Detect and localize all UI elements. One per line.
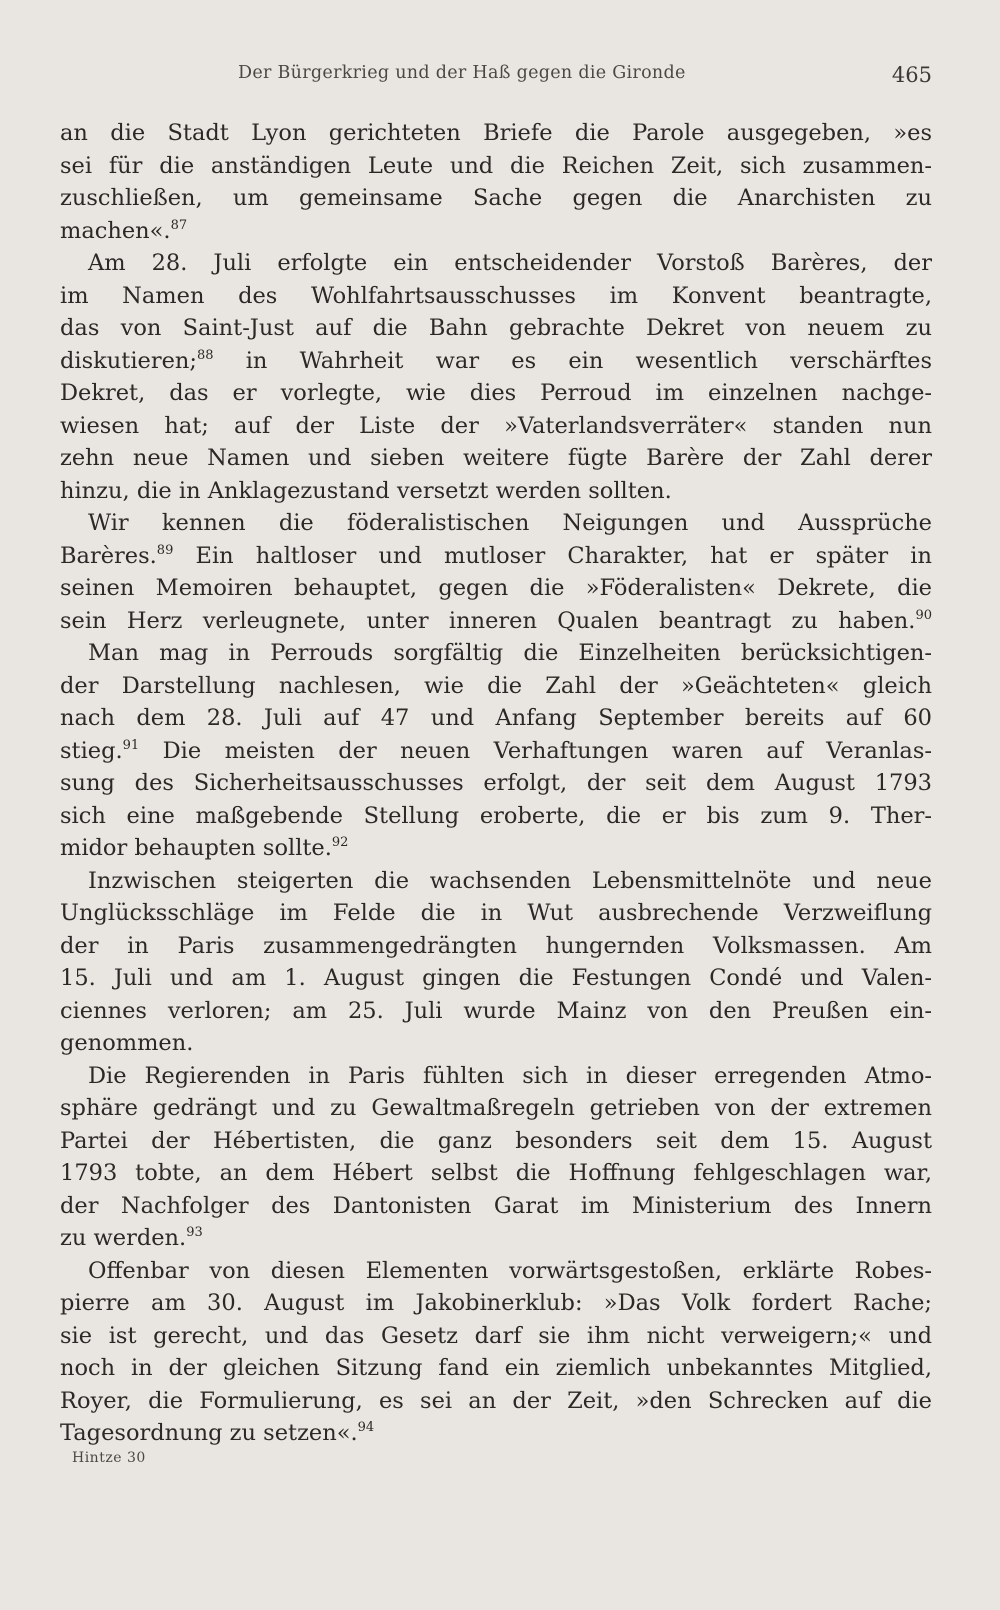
footnote-marker: 92: [331, 835, 349, 850]
line-text: zuschließen, um gemeinsame Sache gegen die Anarchisten zu: [60, 185, 932, 211]
text-line: [60, 312, 932, 345]
line-text: an die Stadt Lyon gerichteten Briefe die Parole ausgegeben, »es: [60, 120, 932, 146]
footnote-marker: 90: [915, 607, 932, 623]
text-line: [60, 1092, 932, 1125]
text-line: [60, 117, 932, 150]
text-line: [60, 1222, 932, 1255]
text-line: [60, 1385, 932, 1418]
line-text: Am 28. Juli erfolgte ein entscheidender Vorstoß Barères, der: [88, 250, 932, 276]
line-text: Royer, die Formulierung, es sei an der Zeit, »den Schrecken auf die: [60, 1387, 932, 1414]
text-line: [60, 702, 932, 735]
footnote-marker: 87: [170, 217, 188, 233]
line-text: der Darstellung nachlesen, wie die Zahl der »Geächteten« gleich: [60, 672, 932, 699]
text-line: [60, 1287, 932, 1320]
text-line: [60, 1190, 932, 1223]
page-number: 465: [891, 63, 932, 87]
line-text: Die meisten der neuen Verhaftungen waren auf Veranlas-: [139, 737, 932, 764]
text-line: [60, 865, 932, 898]
line-text: Dekret, das er vorlegte, wie dies Perroud im einzelnen nachge-: [60, 380, 932, 406]
text-line: [60, 247, 932, 280]
line-text: Barères.: [60, 542, 157, 569]
line-text: Man mag in Perrouds sorgfältig die Einzelheiten berücksichtigen-: [88, 640, 932, 666]
line-text: Inzwischen steigerten die wachsenden Lebensmittelnöte und neue: [88, 867, 932, 894]
line-text: stieg.: [60, 737, 123, 764]
text-line: [60, 995, 932, 1028]
line-text: Wir kennen die föderalistischen Neigungen und Aussprüche: [88, 510, 932, 536]
line-text: der in Paris zusammengedrängten hungernden Volksmassen. Am: [60, 932, 932, 959]
text-line: [60, 637, 932, 670]
text-line: [60, 540, 932, 573]
text-line: [60, 735, 932, 768]
line-text: sich eine maßgebende Stellung eroberte, die er bis zum 9. Ther-: [60, 802, 932, 829]
line-text: sie ist gerecht, und das Gesetz darf sie ihm nicht verweigern;« und: [60, 1322, 932, 1349]
line-text: hinzu, die in Anklagezustand versetzt werden sollten.: [60, 477, 672, 504]
text-line: [60, 507, 932, 540]
text-line: [60, 1125, 932, 1158]
text-line: [60, 832, 932, 865]
text-line: [60, 670, 932, 703]
text-line: [60, 215, 932, 248]
line-text: sung des Sicherheitsausschusses erfolgt, der seit dem August 1793: [60, 770, 932, 796]
line-text: sphäre gedrängt und zu Gewaltmaßregeln getrieben von der extremen: [60, 1095, 932, 1121]
line-text: sei für die anständigen Leute und die Reichen Zeit, sich zusammen-: [60, 152, 932, 179]
body-text: [60, 117, 932, 1450]
line-text: 15. Juli und am 1. August gingen die Festungen Condé und Valen-: [60, 965, 932, 991]
line-text: ciennes verloren; am 25. Juli wurde Mainz von den Preußen ein-: [60, 997, 932, 1024]
text-line: [60, 1352, 932, 1385]
line-text: zehn neue Namen und sieben weitere fügte Barère der Zahl derer: [60, 445, 932, 471]
line-text: Offenbar von diesen Elementen vorwärtsgestoßen, erklärte Robes-: [88, 1257, 932, 1284]
line-text: im Namen des Wohlfahrtsausschusses im Konvent beantragte,: [60, 282, 932, 309]
text-line: [60, 442, 932, 475]
text-line: [60, 572, 932, 605]
text-line: [60, 767, 932, 800]
line-text: midor behaupten sollte.: [60, 835, 332, 861]
running-head: [60, 60, 932, 90]
text-line: [60, 182, 932, 215]
text-line: [60, 1320, 932, 1353]
text-line: [60, 150, 932, 183]
line-text: in Wahrheit war es ein wesentlich verschärftes: [213, 347, 932, 374]
text-line: [60, 962, 932, 995]
text-line: [60, 800, 932, 833]
line-text: seinen Memoiren behauptet, gegen die »Föderalisten« Dekrete, die: [60, 575, 932, 601]
footnote-marker: 91: [122, 737, 140, 753]
line-text: noch in der gleichen Sitzung fand ein ziemlich unbekanntes Mitglied,: [60, 1355, 932, 1381]
line-text: Tagesordnung zu setzen«.: [60, 1420, 358, 1446]
text-line: [60, 410, 932, 443]
line-text: der Nachfolger des Dantonisten Garat im Ministerium des Innern: [60, 1192, 932, 1219]
footnote-marker: 93: [186, 1225, 203, 1240]
text-line: [60, 377, 932, 410]
footnote-marker: 88: [196, 347, 214, 363]
text-line: [60, 930, 932, 963]
line-text: Ein haltloser und mutloser Charakter, hat er später in: [173, 542, 932, 569]
text-line: [60, 605, 932, 638]
footnote-marker: 89: [156, 542, 174, 558]
text-line: [60, 280, 932, 313]
line-text: Partei der Hébertisten, die ganz besonders seit dem 15. August: [60, 1127, 932, 1154]
printer-signature: Hintze 30: [72, 1450, 146, 1466]
line-text: genommen.: [60, 1030, 194, 1056]
text-line: [60, 1060, 932, 1093]
text-line: [60, 1417, 932, 1450]
text-line: [60, 897, 932, 930]
line-text: Unglücksschläge im Felde die in Wut ausbrechende Verzweiflung: [60, 900, 932, 926]
text-line: [60, 1157, 932, 1190]
line-text: nach dem 28. Juli auf 47 und Anfang September bereits auf 60: [60, 705, 932, 731]
text-line: [60, 475, 932, 508]
line-text: das von Saint-Just auf die Bahn gebrachte Dekret von neuem zu: [60, 315, 932, 341]
text-line: [60, 345, 932, 378]
line-text: diskutieren;: [60, 347, 197, 374]
text-line: [60, 1255, 932, 1288]
line-text: wiesen hat; auf der Liste der »Vaterlandsverräter« standen nun: [60, 412, 932, 439]
line-text: 1793 tobte, an dem Hébert selbst die Hoffnung fehlgeschlagen war,: [60, 1160, 932, 1186]
running-title: Der Bürgerkrieg und der Haß gegen die Gironde: [238, 63, 686, 83]
footnote-marker: 94: [357, 1420, 375, 1435]
line-text: pierre am 30. August im Jakobinerklub: »Das Volk fordert Rache;: [60, 1290, 932, 1316]
line-text: zu werden.: [60, 1225, 187, 1251]
line-text: Die Regierenden in Paris fühlten sich in dieser erregenden Atmo-: [88, 1062, 932, 1089]
line-text: sein Herz verleugnete, unter inneren Qualen beantragt zu haben.: [60, 607, 916, 634]
line-text: machen«.: [60, 217, 171, 244]
text-line: [60, 1027, 932, 1060]
